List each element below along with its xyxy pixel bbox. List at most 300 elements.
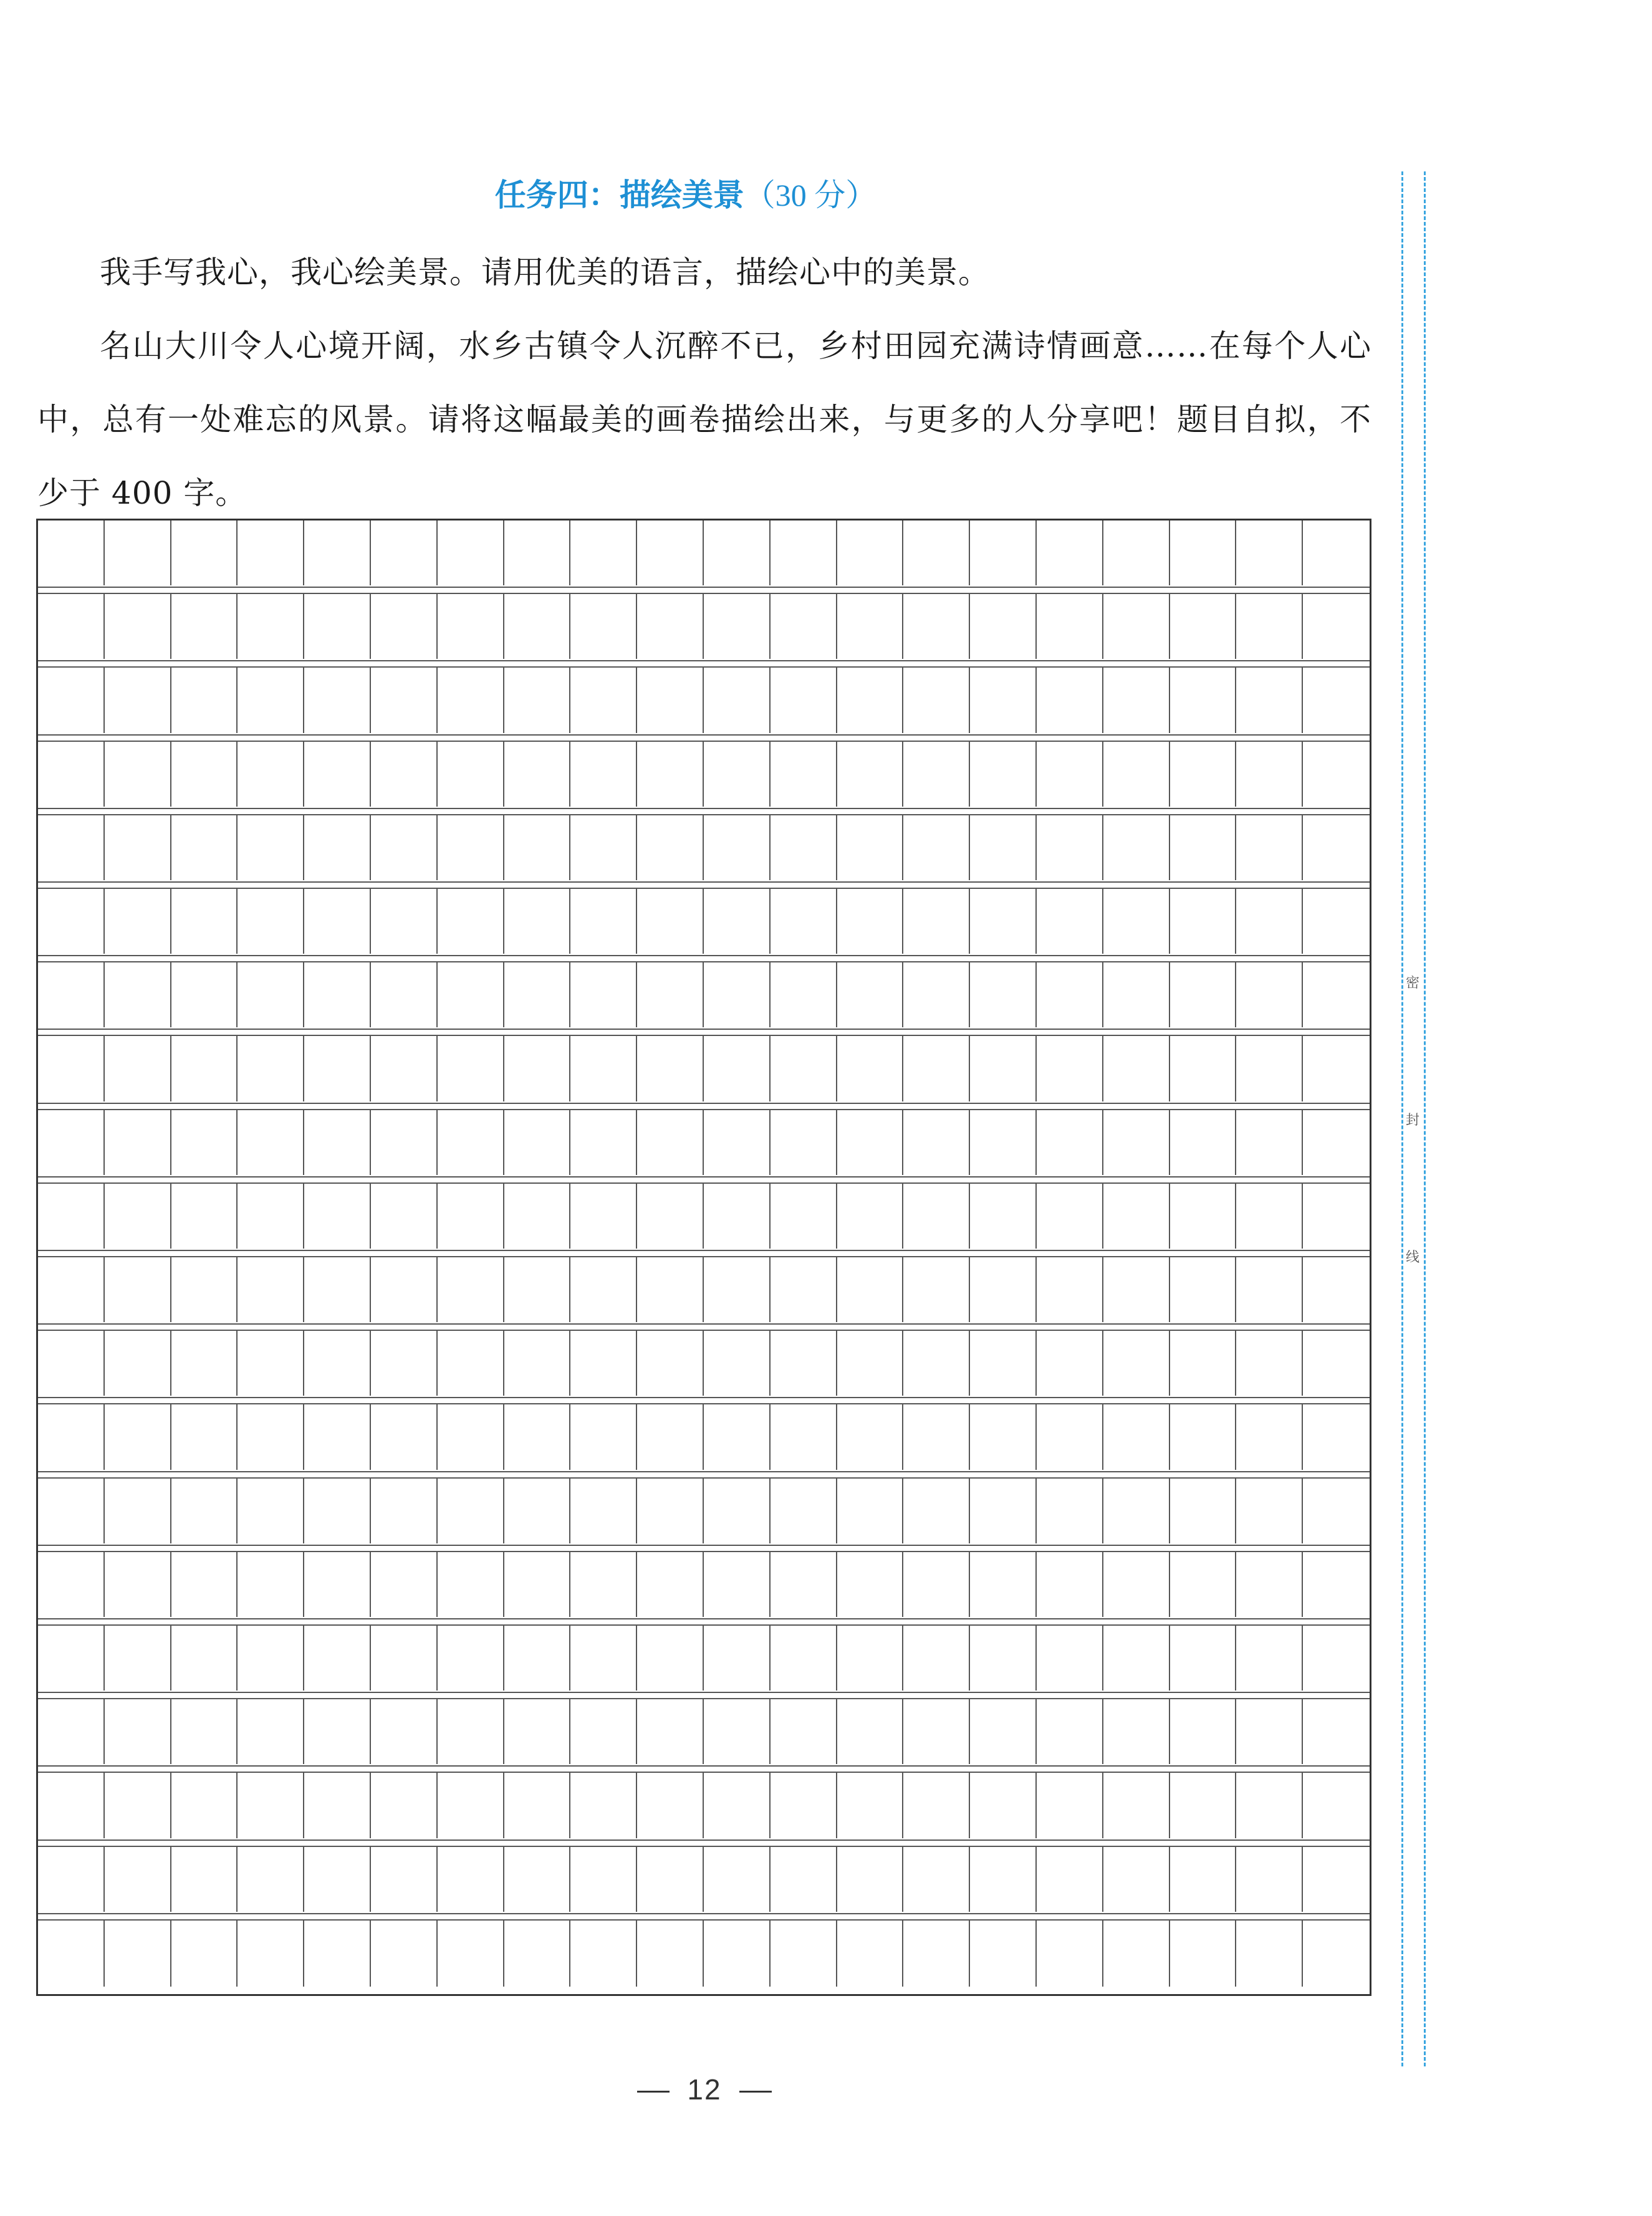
grid-cell[interactable] bbox=[903, 1331, 970, 1396]
grid-cell[interactable] bbox=[970, 1479, 1037, 1543]
grid-cell[interactable] bbox=[171, 1479, 238, 1543]
grid-cell[interactable] bbox=[304, 1773, 371, 1838]
grid-cell[interactable] bbox=[970, 1257, 1037, 1322]
grid-cell[interactable] bbox=[771, 1479, 837, 1543]
grid-cell[interactable] bbox=[570, 1110, 637, 1175]
grid-cell[interactable] bbox=[1236, 1552, 1303, 1617]
grid-cell[interactable] bbox=[570, 1921, 637, 1987]
grid-cell[interactable] bbox=[970, 1921, 1037, 1987]
grid-cell[interactable] bbox=[504, 1699, 571, 1764]
grid-cell[interactable] bbox=[637, 1626, 704, 1691]
grid-cell[interactable] bbox=[504, 742, 571, 807]
grid-cell[interactable] bbox=[637, 1110, 704, 1175]
grid-cell[interactable] bbox=[238, 889, 304, 954]
grid-cell[interactable] bbox=[504, 815, 571, 880]
grid-cell[interactable] bbox=[704, 1773, 771, 1838]
grid-cell[interactable] bbox=[1103, 962, 1170, 1027]
grid-cell[interactable] bbox=[837, 1552, 904, 1617]
grid-cell[interactable] bbox=[903, 668, 970, 732]
grid-cell[interactable] bbox=[771, 962, 837, 1027]
grid-cell[interactable] bbox=[105, 962, 171, 1027]
grid-cell[interactable] bbox=[38, 668, 105, 732]
grid-cell[interactable] bbox=[1103, 1479, 1170, 1543]
grid-cell[interactable] bbox=[1103, 1110, 1170, 1175]
grid-cell[interactable] bbox=[171, 742, 238, 807]
grid-cell[interactable] bbox=[1236, 1036, 1303, 1101]
grid-cell[interactable] bbox=[771, 668, 837, 732]
grid-cell[interactable] bbox=[38, 1404, 105, 1469]
grid-cell[interactable] bbox=[438, 1184, 504, 1249]
grid-cell[interactable] bbox=[1170, 815, 1237, 880]
grid-cell[interactable] bbox=[837, 1479, 904, 1543]
grid-cell[interactable] bbox=[1103, 1184, 1170, 1249]
grid-cell[interactable] bbox=[570, 1479, 637, 1543]
grid-cell[interactable] bbox=[438, 1552, 504, 1617]
grid-cell[interactable] bbox=[438, 1626, 504, 1691]
grid-cell[interactable] bbox=[1170, 1773, 1237, 1838]
grid-cell[interactable] bbox=[903, 594, 970, 659]
grid-cell[interactable] bbox=[304, 1331, 371, 1396]
grid-cell[interactable] bbox=[903, 1921, 970, 1987]
grid-cell[interactable] bbox=[771, 594, 837, 659]
grid-cell[interactable] bbox=[1236, 1626, 1303, 1691]
grid-cell[interactable] bbox=[371, 1184, 438, 1249]
grid-cell[interactable] bbox=[637, 594, 704, 659]
grid-cell[interactable] bbox=[570, 1036, 637, 1101]
grid-cell[interactable] bbox=[1170, 1626, 1237, 1691]
grid-cell[interactable] bbox=[570, 815, 637, 880]
grid-cell[interactable] bbox=[1103, 1921, 1170, 1987]
grid-cell[interactable] bbox=[771, 889, 837, 954]
grid-cell[interactable] bbox=[704, 1110, 771, 1175]
grid-cell[interactable] bbox=[238, 962, 304, 1027]
grid-cell[interactable] bbox=[704, 1626, 771, 1691]
grid-cell[interactable] bbox=[171, 594, 238, 659]
grid-cell[interactable] bbox=[1037, 1626, 1103, 1691]
grid-cell[interactable] bbox=[1037, 1404, 1103, 1469]
grid-cell[interactable] bbox=[504, 1110, 571, 1175]
grid-cell[interactable] bbox=[1236, 1404, 1303, 1469]
grid-cell[interactable] bbox=[438, 1036, 504, 1101]
grid-cell[interactable] bbox=[637, 1257, 704, 1322]
grid-cell[interactable] bbox=[771, 1552, 837, 1617]
grid-cell[interactable] bbox=[171, 1921, 238, 1987]
grid-cell[interactable] bbox=[371, 1110, 438, 1175]
grid-cell[interactable] bbox=[371, 1257, 438, 1322]
grid-cell[interactable] bbox=[371, 668, 438, 732]
grid-cell[interactable] bbox=[504, 520, 571, 585]
grid-cell[interactable] bbox=[238, 815, 304, 880]
grid-cell[interactable] bbox=[1103, 1404, 1170, 1469]
grid-cell[interactable] bbox=[105, 1773, 171, 1838]
grid-cell[interactable] bbox=[171, 815, 238, 880]
grid-cell[interactable] bbox=[637, 668, 704, 732]
grid-cell[interactable] bbox=[704, 520, 771, 585]
grid-cell[interactable] bbox=[238, 1552, 304, 1617]
grid-cell[interactable] bbox=[837, 1404, 904, 1469]
grid-cell[interactable] bbox=[38, 520, 105, 585]
grid-cell[interactable] bbox=[1236, 668, 1303, 732]
grid-cell[interactable] bbox=[171, 889, 238, 954]
grid-cell[interactable] bbox=[304, 1479, 371, 1543]
grid-cell[interactable] bbox=[504, 1257, 571, 1322]
grid-cell[interactable] bbox=[570, 668, 637, 732]
grid-cell[interactable] bbox=[1170, 1404, 1237, 1469]
grid-cell[interactable] bbox=[438, 815, 504, 880]
grid-cell[interactable] bbox=[570, 962, 637, 1027]
grid-cell[interactable] bbox=[903, 1479, 970, 1543]
grid-cell[interactable] bbox=[171, 962, 238, 1027]
grid-cell[interactable] bbox=[238, 1847, 304, 1912]
grid-cell[interactable] bbox=[903, 1773, 970, 1838]
grid-cell[interactable] bbox=[1236, 962, 1303, 1027]
grid-cell[interactable] bbox=[570, 1331, 637, 1396]
grid-cell[interactable] bbox=[1103, 1552, 1170, 1617]
grid-cell[interactable] bbox=[1037, 1773, 1103, 1838]
grid-cell[interactable] bbox=[1170, 962, 1237, 1027]
grid-cell[interactable] bbox=[438, 1699, 504, 1764]
grid-cell[interactable] bbox=[105, 1552, 171, 1617]
grid-cell[interactable] bbox=[105, 1921, 171, 1987]
grid-cell[interactable] bbox=[1236, 1257, 1303, 1322]
grid-cell[interactable] bbox=[304, 1404, 371, 1469]
grid-cell[interactable] bbox=[970, 1626, 1037, 1691]
grid-cell[interactable] bbox=[837, 1184, 904, 1249]
grid-cell[interactable] bbox=[304, 1847, 371, 1912]
grid-cell[interactable] bbox=[771, 1110, 837, 1175]
grid-cell[interactable] bbox=[1037, 1552, 1103, 1617]
grid-cell[interactable] bbox=[704, 1036, 771, 1101]
grid-cell[interactable] bbox=[837, 889, 904, 954]
grid-cell[interactable] bbox=[371, 1331, 438, 1396]
grid-cell[interactable] bbox=[637, 962, 704, 1027]
grid-cell[interactable] bbox=[570, 1699, 637, 1764]
grid-cell[interactable] bbox=[504, 1404, 571, 1469]
grid-cell[interactable] bbox=[903, 1552, 970, 1617]
grid-cell[interactable] bbox=[771, 1626, 837, 1691]
grid-cell[interactable] bbox=[771, 520, 837, 585]
grid-cell[interactable] bbox=[371, 1921, 438, 1987]
grid-cell[interactable] bbox=[504, 1626, 571, 1691]
grid-cell[interactable] bbox=[837, 594, 904, 659]
grid-cell[interactable] bbox=[1170, 594, 1237, 659]
grid-cell[interactable] bbox=[637, 1036, 704, 1101]
grid-cell[interactable] bbox=[704, 594, 771, 659]
grid-cell[interactable] bbox=[903, 1699, 970, 1764]
grid-cell[interactable] bbox=[704, 1184, 771, 1249]
grid-cell[interactable] bbox=[837, 1921, 904, 1987]
grid-cell[interactable] bbox=[1103, 1847, 1170, 1912]
grid-cell[interactable] bbox=[903, 520, 970, 585]
grid-cell[interactable] bbox=[438, 1773, 504, 1838]
grid-cell[interactable] bbox=[238, 1331, 304, 1396]
grid-cell[interactable] bbox=[704, 889, 771, 954]
grid-cell[interactable] bbox=[371, 815, 438, 880]
grid-cell[interactable] bbox=[1236, 815, 1303, 880]
grid-cell[interactable] bbox=[1236, 1921, 1303, 1987]
grid-cell[interactable] bbox=[637, 1699, 704, 1764]
grid-cell[interactable] bbox=[1103, 1331, 1170, 1396]
grid-cell[interactable] bbox=[438, 668, 504, 732]
grid-cell[interactable] bbox=[304, 815, 371, 880]
grid-cell[interactable] bbox=[1037, 1699, 1103, 1764]
grid-cell[interactable] bbox=[171, 1184, 238, 1249]
grid-cell[interactable] bbox=[105, 1626, 171, 1691]
grid-cell[interactable] bbox=[105, 1036, 171, 1101]
grid-cell[interactable] bbox=[1037, 1257, 1103, 1322]
grid-cell[interactable] bbox=[771, 1921, 837, 1987]
grid-cell[interactable] bbox=[171, 1331, 238, 1396]
essay-writing-grid[interactable] bbox=[36, 519, 1371, 1996]
grid-cell[interactable] bbox=[1103, 1036, 1170, 1101]
grid-cell[interactable] bbox=[970, 520, 1037, 585]
grid-cell[interactable] bbox=[38, 1184, 105, 1249]
grid-cell[interactable] bbox=[438, 1847, 504, 1912]
grid-cell[interactable] bbox=[371, 1626, 438, 1691]
grid-cell[interactable] bbox=[171, 520, 238, 585]
grid-cell[interactable] bbox=[1103, 815, 1170, 880]
grid-cell[interactable] bbox=[1103, 594, 1170, 659]
grid-cell[interactable] bbox=[238, 1921, 304, 1987]
grid-cell[interactable] bbox=[38, 1331, 105, 1396]
grid-cell[interactable] bbox=[1170, 1036, 1237, 1101]
grid-cell[interactable] bbox=[1170, 1552, 1237, 1617]
grid-cell[interactable] bbox=[105, 815, 171, 880]
grid-cell[interactable] bbox=[704, 1331, 771, 1396]
grid-cell[interactable] bbox=[1037, 889, 1103, 954]
grid-cell[interactable] bbox=[1037, 1847, 1103, 1912]
grid-cell[interactable] bbox=[238, 1773, 304, 1838]
grid-cell[interactable] bbox=[304, 520, 371, 585]
grid-cell[interactable] bbox=[171, 1626, 238, 1691]
grid-cell[interactable] bbox=[371, 962, 438, 1027]
grid-cell[interactable] bbox=[105, 1110, 171, 1175]
grid-cell[interactable] bbox=[903, 889, 970, 954]
grid-cell[interactable] bbox=[1236, 1110, 1303, 1175]
grid-cell[interactable] bbox=[970, 1331, 1037, 1396]
grid-cell[interactable] bbox=[570, 1257, 637, 1322]
grid-cell[interactable] bbox=[570, 1552, 637, 1617]
grid-cell[interactable] bbox=[238, 520, 304, 585]
grid-cell[interactable] bbox=[504, 962, 571, 1027]
grid-cell[interactable] bbox=[438, 1479, 504, 1543]
grid-cell[interactable] bbox=[38, 594, 105, 659]
grid-cell[interactable] bbox=[1170, 1257, 1237, 1322]
grid-cell[interactable] bbox=[504, 889, 571, 954]
grid-cell[interactable] bbox=[970, 1847, 1037, 1912]
grid-cell[interactable] bbox=[304, 1921, 371, 1987]
grid-cell[interactable] bbox=[1103, 742, 1170, 807]
grid-cell[interactable] bbox=[304, 1626, 371, 1691]
grid-cell[interactable] bbox=[371, 520, 438, 585]
grid-cell[interactable] bbox=[238, 1036, 304, 1101]
grid-cell[interactable] bbox=[238, 742, 304, 807]
grid-cell[interactable] bbox=[105, 1257, 171, 1322]
grid-cell[interactable] bbox=[1236, 1331, 1303, 1396]
grid-cell[interactable] bbox=[970, 1110, 1037, 1175]
grid-cell[interactable] bbox=[504, 1036, 571, 1101]
grid-cell[interactable] bbox=[970, 889, 1037, 954]
grid-cell[interactable] bbox=[105, 1847, 171, 1912]
grid-cell[interactable] bbox=[771, 1699, 837, 1764]
grid-cell[interactable] bbox=[1170, 1921, 1237, 1987]
grid-cell[interactable] bbox=[704, 1847, 771, 1912]
grid-cell[interactable] bbox=[1103, 1257, 1170, 1322]
grid-cell[interactable] bbox=[903, 1404, 970, 1469]
grid-cell[interactable] bbox=[438, 742, 504, 807]
grid-cell[interactable] bbox=[771, 742, 837, 807]
grid-cell[interactable] bbox=[837, 1331, 904, 1396]
grid-cell[interactable] bbox=[704, 1552, 771, 1617]
grid-cell[interactable] bbox=[1037, 742, 1103, 807]
grid-cell[interactable] bbox=[105, 742, 171, 807]
grid-cell[interactable] bbox=[38, 1847, 105, 1912]
grid-cell[interactable] bbox=[1236, 889, 1303, 954]
grid-cell[interactable] bbox=[704, 815, 771, 880]
grid-cell[interactable] bbox=[771, 1404, 837, 1469]
grid-cell[interactable] bbox=[903, 1257, 970, 1322]
grid-cell[interactable] bbox=[371, 1552, 438, 1617]
grid-cell[interactable] bbox=[304, 1036, 371, 1101]
grid-cell[interactable] bbox=[1037, 1036, 1103, 1101]
grid-cell[interactable] bbox=[637, 815, 704, 880]
grid-cell[interactable] bbox=[38, 1773, 105, 1838]
grid-cell[interactable] bbox=[504, 1331, 571, 1396]
grid-cell[interactable] bbox=[304, 889, 371, 954]
grid-cell[interactable] bbox=[105, 520, 171, 585]
grid-cell[interactable] bbox=[171, 1552, 238, 1617]
grid-cell[interactable] bbox=[837, 1847, 904, 1912]
grid-cell[interactable] bbox=[903, 962, 970, 1027]
grid-cell[interactable] bbox=[171, 1036, 238, 1101]
grid-cell[interactable] bbox=[504, 1479, 571, 1543]
grid-cell[interactable] bbox=[105, 1184, 171, 1249]
grid-cell[interactable] bbox=[1103, 1699, 1170, 1764]
grid-cell[interactable] bbox=[637, 742, 704, 807]
grid-cell[interactable] bbox=[1170, 1479, 1237, 1543]
grid-cell[interactable] bbox=[1037, 668, 1103, 732]
grid-cell[interactable] bbox=[371, 1699, 438, 1764]
grid-cell[interactable] bbox=[637, 1331, 704, 1396]
grid-cell[interactable] bbox=[970, 1699, 1037, 1764]
grid-cell[interactable] bbox=[238, 1110, 304, 1175]
grid-cell[interactable] bbox=[837, 1626, 904, 1691]
grid-cell[interactable] bbox=[1170, 889, 1237, 954]
grid-cell[interactable] bbox=[1170, 520, 1237, 585]
grid-cell[interactable] bbox=[171, 1257, 238, 1322]
grid-cell[interactable] bbox=[304, 668, 371, 732]
grid-cell[interactable] bbox=[504, 668, 571, 732]
grid-cell[interactable] bbox=[371, 889, 438, 954]
grid-cell[interactable] bbox=[38, 1110, 105, 1175]
grid-cell[interactable] bbox=[371, 1773, 438, 1838]
grid-cell[interactable] bbox=[504, 594, 571, 659]
grid-cell[interactable] bbox=[970, 815, 1037, 880]
grid-cell[interactable] bbox=[371, 1479, 438, 1543]
grid-cell[interactable] bbox=[304, 1699, 371, 1764]
grid-cell[interactable] bbox=[38, 1257, 105, 1322]
grid-cell[interactable] bbox=[903, 815, 970, 880]
grid-cell[interactable] bbox=[570, 889, 637, 954]
grid-cell[interactable] bbox=[438, 520, 504, 585]
grid-cell[interactable] bbox=[1037, 962, 1103, 1027]
grid-cell[interactable] bbox=[1103, 1773, 1170, 1838]
grid-cell[interactable] bbox=[438, 1257, 504, 1322]
grid-cell[interactable] bbox=[1103, 520, 1170, 585]
grid-cell[interactable] bbox=[704, 1921, 771, 1987]
grid-cell[interactable] bbox=[970, 1184, 1037, 1249]
grid-cell[interactable] bbox=[771, 1257, 837, 1322]
grid-cell[interactable] bbox=[637, 1184, 704, 1249]
grid-cell[interactable] bbox=[504, 1847, 571, 1912]
grid-cell[interactable] bbox=[903, 742, 970, 807]
grid-cell[interactable] bbox=[570, 520, 637, 585]
grid-cell[interactable] bbox=[970, 1552, 1037, 1617]
grid-cell[interactable] bbox=[1170, 1331, 1237, 1396]
grid-cell[interactable] bbox=[704, 962, 771, 1027]
grid-cell[interactable] bbox=[1236, 1847, 1303, 1912]
grid-cell[interactable] bbox=[371, 1036, 438, 1101]
grid-cell[interactable] bbox=[1037, 1331, 1103, 1396]
grid-cell[interactable] bbox=[1236, 1773, 1303, 1838]
grid-cell[interactable] bbox=[304, 594, 371, 659]
grid-cell[interactable] bbox=[38, 1921, 105, 1987]
grid-cell[interactable] bbox=[105, 1331, 171, 1396]
grid-cell[interactable] bbox=[637, 1552, 704, 1617]
grid-cell[interactable] bbox=[837, 962, 904, 1027]
grid-cell[interactable] bbox=[438, 1331, 504, 1396]
grid-cell[interactable] bbox=[304, 1110, 371, 1175]
grid-cell[interactable] bbox=[1170, 1699, 1237, 1764]
grid-cell[interactable] bbox=[837, 1257, 904, 1322]
grid-cell[interactable] bbox=[570, 1847, 637, 1912]
grid-cell[interactable] bbox=[304, 1257, 371, 1322]
grid-cell[interactable] bbox=[970, 1036, 1037, 1101]
grid-cell[interactable] bbox=[438, 962, 504, 1027]
grid-cell[interactable] bbox=[970, 1773, 1037, 1838]
grid-cell[interactable] bbox=[637, 889, 704, 954]
grid-cell[interactable] bbox=[771, 1773, 837, 1838]
grid-cell[interactable] bbox=[570, 1626, 637, 1691]
grid-cell[interactable] bbox=[171, 1110, 238, 1175]
grid-cell[interactable] bbox=[1170, 742, 1237, 807]
grid-cell[interactable] bbox=[238, 1699, 304, 1764]
grid-cell[interactable] bbox=[637, 1404, 704, 1469]
grid-cell[interactable] bbox=[1103, 668, 1170, 732]
grid-cell[interactable] bbox=[637, 520, 704, 585]
grid-cell[interactable] bbox=[38, 742, 105, 807]
grid-cell[interactable] bbox=[504, 1773, 571, 1838]
grid-cell[interactable] bbox=[504, 1184, 571, 1249]
grid-cell[interactable] bbox=[1037, 1921, 1103, 1987]
grid-cell[interactable] bbox=[903, 1184, 970, 1249]
grid-cell[interactable] bbox=[837, 1110, 904, 1175]
grid-cell[interactable] bbox=[238, 1626, 304, 1691]
grid-cell[interactable] bbox=[238, 594, 304, 659]
grid-cell[interactable] bbox=[38, 1036, 105, 1101]
grid-cell[interactable] bbox=[371, 1847, 438, 1912]
grid-cell[interactable] bbox=[970, 594, 1037, 659]
grid-cell[interactable] bbox=[637, 1773, 704, 1838]
grid-cell[interactable] bbox=[704, 668, 771, 732]
grid-cell[interactable] bbox=[1236, 1184, 1303, 1249]
grid-cell[interactable] bbox=[1236, 742, 1303, 807]
grid-cell[interactable] bbox=[38, 815, 105, 880]
grid-cell[interactable] bbox=[771, 1184, 837, 1249]
grid-cell[interactable] bbox=[837, 520, 904, 585]
grid-cell[interactable] bbox=[38, 1479, 105, 1543]
grid-cell[interactable] bbox=[903, 1036, 970, 1101]
